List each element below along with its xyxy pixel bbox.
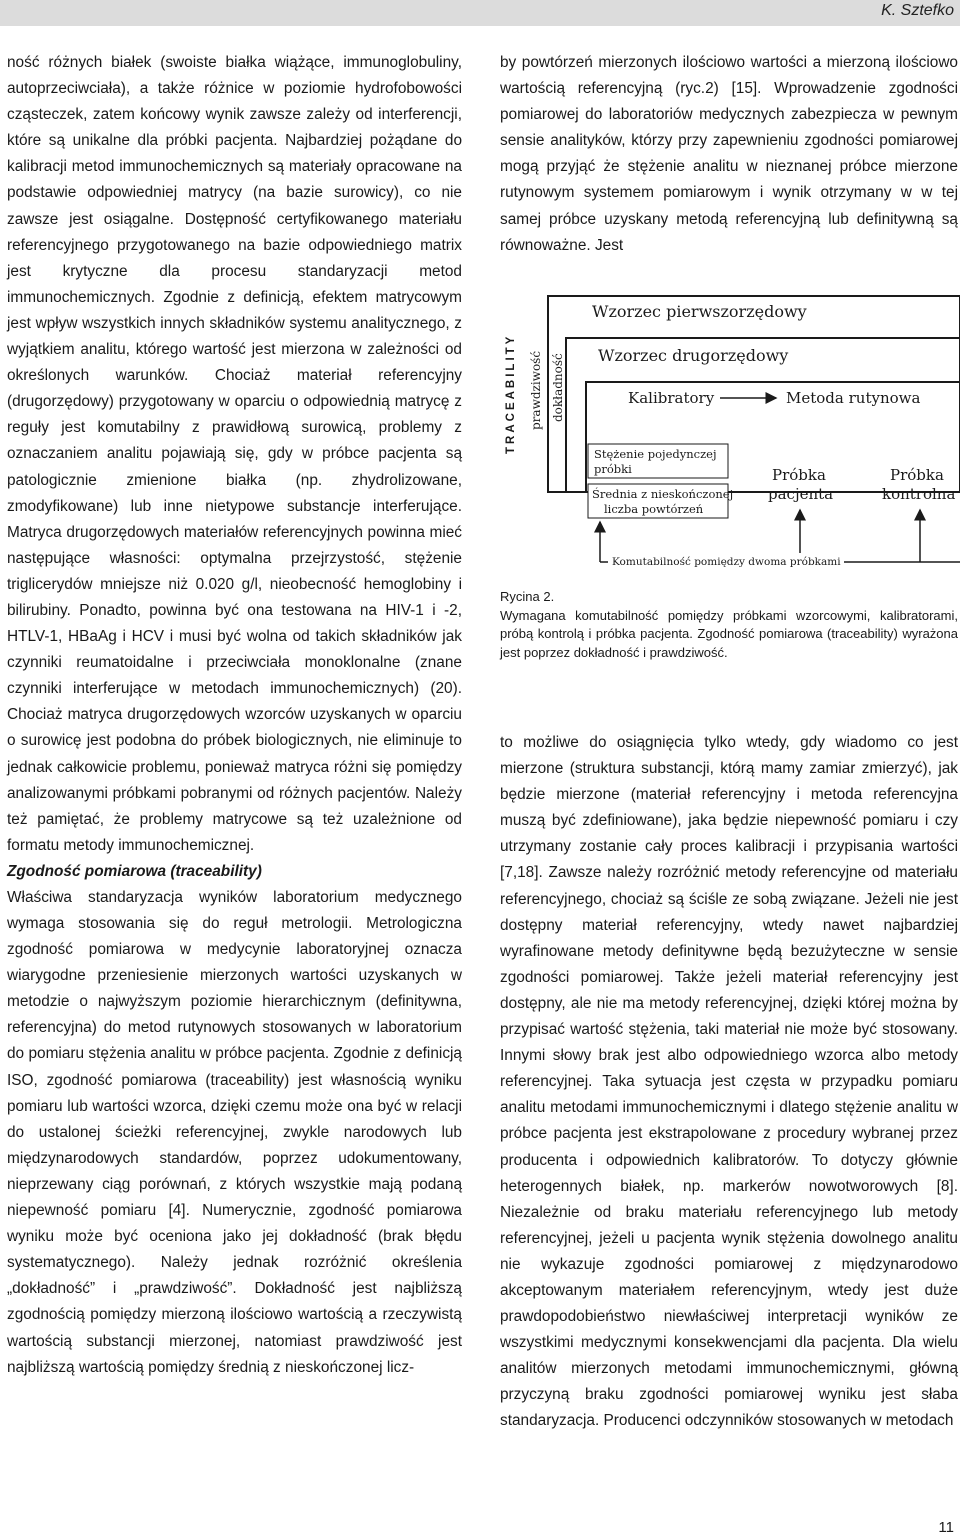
right-paragraph-bottom: to możliwe do osiągnięcia tylko wtedy, gdy wiadomo co jest mierzone (struktura substancji, którą mamy zamiar zmierzyć), jak będzie mierzone (materiał referencyjny i metoda referencyjna muszą być zdefiniowane), jaka będzie niepewność pomiaru i czy utrzymany zostanie cały proces kalibracji i przypisania wartości [7,18]. Zawsze należy rozróżnić metody referencyjne od materiału referencyjnego, chociaż są ściśle ze sobą związane. Jeżeli nie jest dostępny materiał referencyjny, wtedy nawet najbardziej wyrafinowane metody definitywne będą bezużyteczne w sensie zgodności pomiarowej. Także jeżeli materiał referencyjny jest dostępny, ale nie ma metody referencyjnej, dzięki której można by przypisać wartość stężenia, taki materiał nie może być stosowany. Innymi słowy brak jest albo odpowiedniego wzorca albo metody referencyjnej. Taka sytuacja jest częsta w przypadku pomiaru analitu metodami immunochemicznymi i dlatego stężenie analitu w próbce pacjenta jest ekstrapolowane z procedury wybranej przez producenta i odpowiednich kalibratorów. To dotyczy głównie heterogennych białek, np. markerów nowotworowych [8]. Niezależnie od braku materiału referencyjnego lub metody referencyjnej, jeżeli u pacjenta wynik stężenia dowolnego analitu nie wykazuje zgodności pomiarowej z międzynarodowo akceptowanym materiałem referencyjnym, wtedy jest duże prawdopodobieństwo niewłaściwej interpretacji wyników ze wszystkimi medycznymi konsekwencjami dla pacjenta. Dla wielu analitów mierzonych metodami immunochemicznymi, główną przyczyną braku zgodności pomiarowej wyniku jest słaba standaryzacja. Producenci odczynników stosowanych w metodach	[500, 734, 958, 1430]
right-column-top	[500, 50, 958, 259]
box-mean-line2: liczba powtórzeń	[604, 502, 704, 516]
page-number: 11	[938, 1519, 954, 1536]
caption-title: Rycina 2.	[500, 589, 555, 604]
figure-traceability-diagram	[500, 290, 960, 580]
label-patient-line2: pacjenta	[768, 485, 834, 503]
box-secondary-text: Wzorzec drugorzędowy	[598, 346, 789, 365]
label-control-line1: Próbka	[890, 466, 944, 484]
figure-caption	[500, 588, 958, 662]
commutability-label: Komutabilność pomiędzy dwoma próbkami	[612, 556, 841, 568]
side-label-prawdziwosc: prawdziwość	[529, 350, 543, 430]
left-column	[7, 50, 462, 1381]
label-patient-line1: Próbka	[772, 466, 826, 484]
side-label-traceability: TRACEABILITY	[505, 333, 517, 454]
box-calibrators-text: Kalibratory	[628, 389, 715, 407]
right-column-bottom	[500, 730, 958, 1435]
label-control-line2: kontrolna	[882, 485, 956, 503]
box-routine-text: Metoda rutynowa	[786, 389, 921, 407]
left-paragraph-2: Właściwa standaryzacja wyników laboratorium medycznego wymaga stosowania się do reguł metrologii. Metrologiczna zgodność pomiarowa w medycynie laboratoryjnej oznacza wiarygodne przeniesienie mierzonych wartości uzyskanych w metodzie o najwyższym poziomie hierarchicznym (definitywna, referencyjna) do metod rutynowych stosowanych w laboratorium do pomiaru stężenia analitu w próbce pacjenta. Zgodnie z definicją ISO, zgodność pomiarowa (traceability) jest własnością wyniku pomiaru lub wartości wzorca, dzięki czemu może ona być w relacji do ustalonej ścieżki referencyjnej, zwykle narodowych lub międzynarodowych standardów, poprzez udokumentowany, nieprzewany ciąg porównań, z których wszystkie mają podaną niepewność pomiaru [4]. Numerycznie, zgodność pomiarowa wyniku może być oceniona jako jej dokładność (brak błędu systematycznego). Należy jednak rozróżnić określenia „dokładność” i „prawdziwość”. Dokładność jest najbliższą zgodnością pomiędzy mierzoną ilościowo wartością a rzeczywistą wartością substancji mierzonej, natomiast prawdziwość jest najbliższą wartością pomiędzy średnią z nieskończonej licz-	[7, 888, 462, 1376]
caption-text: Wymagana komutabilność pomiędzy próbkami wzorcowymi, kalibratorami, próbą kontrolą i próbka pacjenta. Zgodność pomiarowa (traceability) wyrażona jest poprzez dokładność i prawdziwość.	[500, 607, 958, 660]
right-paragraph-top: by powtórzeń mierzonych ilościowo wartości a mierzoną ilościowo wartością referencyjną (ryc.2) [15]. Wprowadzenie zgodności pomiarowej do laboratoriów medycznych zabezpiecza w pewnym sensie analityków, którzy przy zapewnieniu zgodności pomiarowej mogą przyjąć że stężenie analitu w nieznanej próbce mierzone rutynowym systemem pomiarowym i wynik otrzymany w w tej samej próbce uzyskany metodą referencyjną lub definitywną są równoważne. Jest	[500, 54, 958, 254]
diagram-svg	[500, 290, 960, 580]
left-paragraph-1: ność różnych białek (swoiste białka wiążące, immunoglobuliny, autoprzeciwciała), a także różnice w poziomie hydrofobowości cząsteczek, zatem końcowy wynik zawsze zależy od interferencji, które są unikalne dla próbki pacjenta. Najbardziej pożądane do kalibracji metod immunochemicznych są materiały opracowane na podstawie odpowiedniej matrycy (na bazie surowicy), co nie zawsze jest osiągalne. Dostępność certyfikowanego materiału referencyjnego przygotowanego na bazie odpowiedniego matrix jest krytyczne dla procesu standaryzacji metod immunochemicznych. Zgodnie z definicją, efektem matrycowym jest wpływ wszystkich innych składników systemu analitycznego, z wyjątkiem analitu, którego wartość jest mierzona w zależności od określonych warunków. Chociaż materiał referencyjny (drugorzędowy) przygotowany w oparciu o odpowiednią matrycę z reguły jest komutabilny z prawidłową surowicą, problemy z oznaczaniem analitu pojawiają się, gdy w próbce pacjenta są patologicznie zmienione białka (np. zhydrolizowane, zmodyfikowane) lub inne nietypowe substancje interferujące. Matryca drugorzędowych materiałów referencyjnych powinna mieć następujące własności: optymalna przejrzystość, stężenie triglicerydów mniejsze niż 0.020 g/l, nieobecność hemoglobiny i bilirubiny. Ponadto, powinna być ona testowana na HIV-1 i -2, HTLV-1, HBaAg i HCV i musi być wolna od takich składników jak czynniki reumatoidalne i przeciwciała monoklonalne (znane czynniki interferujące w metodach immunochemicznych) (20). Chociaż matryca drugorzędowych wzorców uzyskanych w oparciu o surowicę jest podobna do próbek biologicznych, nie eliminuje to jednak całkowicie problemu, ponieważ matryca różni się pomiędzy analizowanymi próbkami pobranymi od różnych pacjentów. Należy też pamiętać, że problemy matrycowe są też uzależnione od formatu metody immunochemicznej.	[7, 54, 462, 854]
box-mean-line1: Średnia z nieskończonej	[592, 487, 734, 501]
box-single-line2: próbki	[594, 462, 632, 476]
box-single-line1: Stężenie pojedynczej	[594, 447, 717, 461]
box-primary-text: Wzorzec pierwszorzędowy	[592, 302, 807, 321]
running-header	[0, 0, 960, 26]
side-label-dokladnosc: dokładność	[551, 353, 565, 422]
header-author: K. Sztefko	[881, 2, 954, 19]
section-heading-traceability: Zgodność pomiarowa (traceability)	[7, 862, 262, 880]
